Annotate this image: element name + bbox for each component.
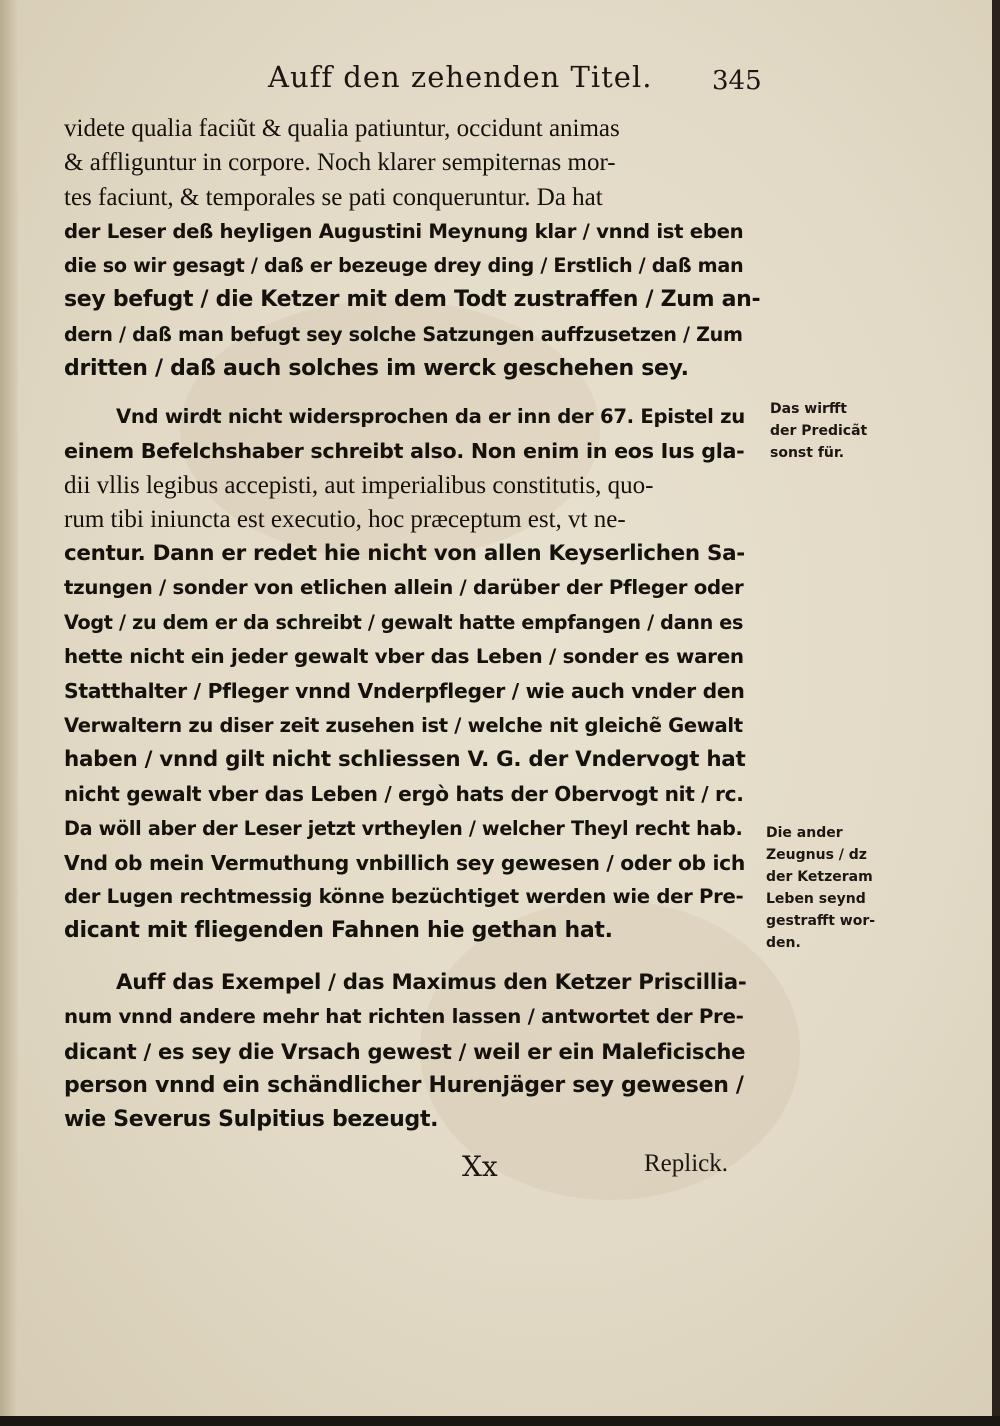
text-line: hette nicht ein jeder gewalt vber das Leben / sonder es waren — [64, 645, 744, 669]
text-line: rum tibi iniuncta est executio, hoc præceptum est, vt ne- — [64, 505, 626, 533]
paragraph-3 — [64, 966, 760, 1137]
text-line: wie Severus Sulpitius bezeugt. — [64, 1107, 439, 1133]
text-line: dern / daß man befugt sey solche Satzungen auffzusetzen / Zum — [64, 322, 743, 346]
text-line: & affliguntur in corpore. Noch klarer sempiternas mor- — [64, 149, 616, 177]
text-line: Vnd ob mein Vermuthung vnbillich sey gewesen / oder ob ich — [64, 850, 745, 875]
running-head: Auff den zehenden Titel. — [268, 60, 653, 94]
margin-note-line: Das wirfft — [770, 401, 847, 417]
text-line: dritten / daß auch solches im werck geschehen sey. — [64, 356, 689, 382]
margin-note-line: sonst für. — [770, 445, 845, 461]
text-line: dicant mit fliegenden Fahnen hie gethan hat. — [64, 918, 613, 944]
text-line: centur. Dann er redet hie nicht von allen Keyserlichen Sa- — [64, 541, 745, 567]
margin-note — [766, 822, 906, 954]
signature-mark: Xx — [462, 1150, 498, 1183]
text-line: tzungen / sonder von etlichen allein / darüber der Pfleger oder — [64, 576, 744, 600]
text-line: Auff das Exempel / das Maximus den Ketzer Priscillia- — [116, 970, 747, 995]
text-line: der Lugen rechtmessig könne bezüchtiget werden wie der Pre- — [64, 885, 744, 909]
text-line: Da wöll aber der Leser jetzt vrtheylen / welcher Theyl recht hab. — [64, 816, 743, 840]
text-line: nicht gewalt vber das Leben / ergò hats der Obervogt nit / rc. — [64, 782, 744, 807]
page-header — [0, 56, 992, 96]
page-gutter — [0, 0, 18, 1416]
margin-note-line: der Predicãt — [770, 423, 868, 439]
paragraph-1 — [64, 112, 760, 386]
text-line: Vogt / zu dem er da schreibt / gewalt hatte empfangen / dann es — [64, 610, 744, 634]
text-line: Vnd wirdt nicht widersprochen da er inn der 67. Epistel zu — [116, 405, 745, 428]
text-line: dicant / es sey die Vrsach gewest / weil er ein Maleficische — [64, 1038, 746, 1064]
margin-note-line: der Ketzeram — [766, 869, 873, 885]
text-line: sey befugt / die Ketzer mit dem Todt zustraffen / Zum an- — [64, 287, 761, 313]
page-number: 345 — [712, 66, 762, 96]
catchword: Replick. — [644, 1150, 729, 1177]
text-line: Verwaltern zu diser zeit zusehen ist / welche nit gleichẽ Gewalt — [64, 713, 743, 737]
text-line: die so wir gesagt / daß er bezeuge drey ding / Erstlich / daß man — [64, 254, 744, 278]
margin-note-line: gestrafft wor- — [766, 913, 876, 929]
margin-note-line: Leben seynd — [766, 891, 866, 907]
text-line: person vnnd ein schändlicher Hurenjäger sey gewesen / — [64, 1072, 744, 1098]
text-line: der Leser deß heyligen Augustini Meynung klar / vnnd ist eben — [64, 219, 744, 243]
margin-note-line: Die ander — [766, 825, 843, 841]
text-line: Statthalter / Pfleger vnnd Vnderpfleger / wie auch vnder den — [64, 679, 745, 704]
text-line: dii vllis legibus accepisti, aut imperialibus constitutis, quo- — [64, 471, 654, 499]
text-line: einem Befelchshaber schreibt also. Non enim in eos Ius gla- — [64, 439, 745, 464]
paragraph-2 — [64, 400, 760, 949]
margin-note-line: den. — [766, 935, 801, 951]
text-line: videte qualia faciũt & qualia patiuntur, occidunt animas — [64, 115, 620, 142]
text-line: tes faciunt, & temporales se pati conqueruntur. Da hat — [64, 183, 603, 211]
margin-note — [770, 398, 900, 464]
text-line: num vnnd andere mehr hat richten lassen / antwortet der Pre- — [64, 1005, 744, 1029]
margin-note-line: Zeugnus / dz — [766, 847, 867, 863]
text-line: haben / vnnd gilt nicht schliessen V. G. der Vndervogt hat — [64, 746, 746, 772]
